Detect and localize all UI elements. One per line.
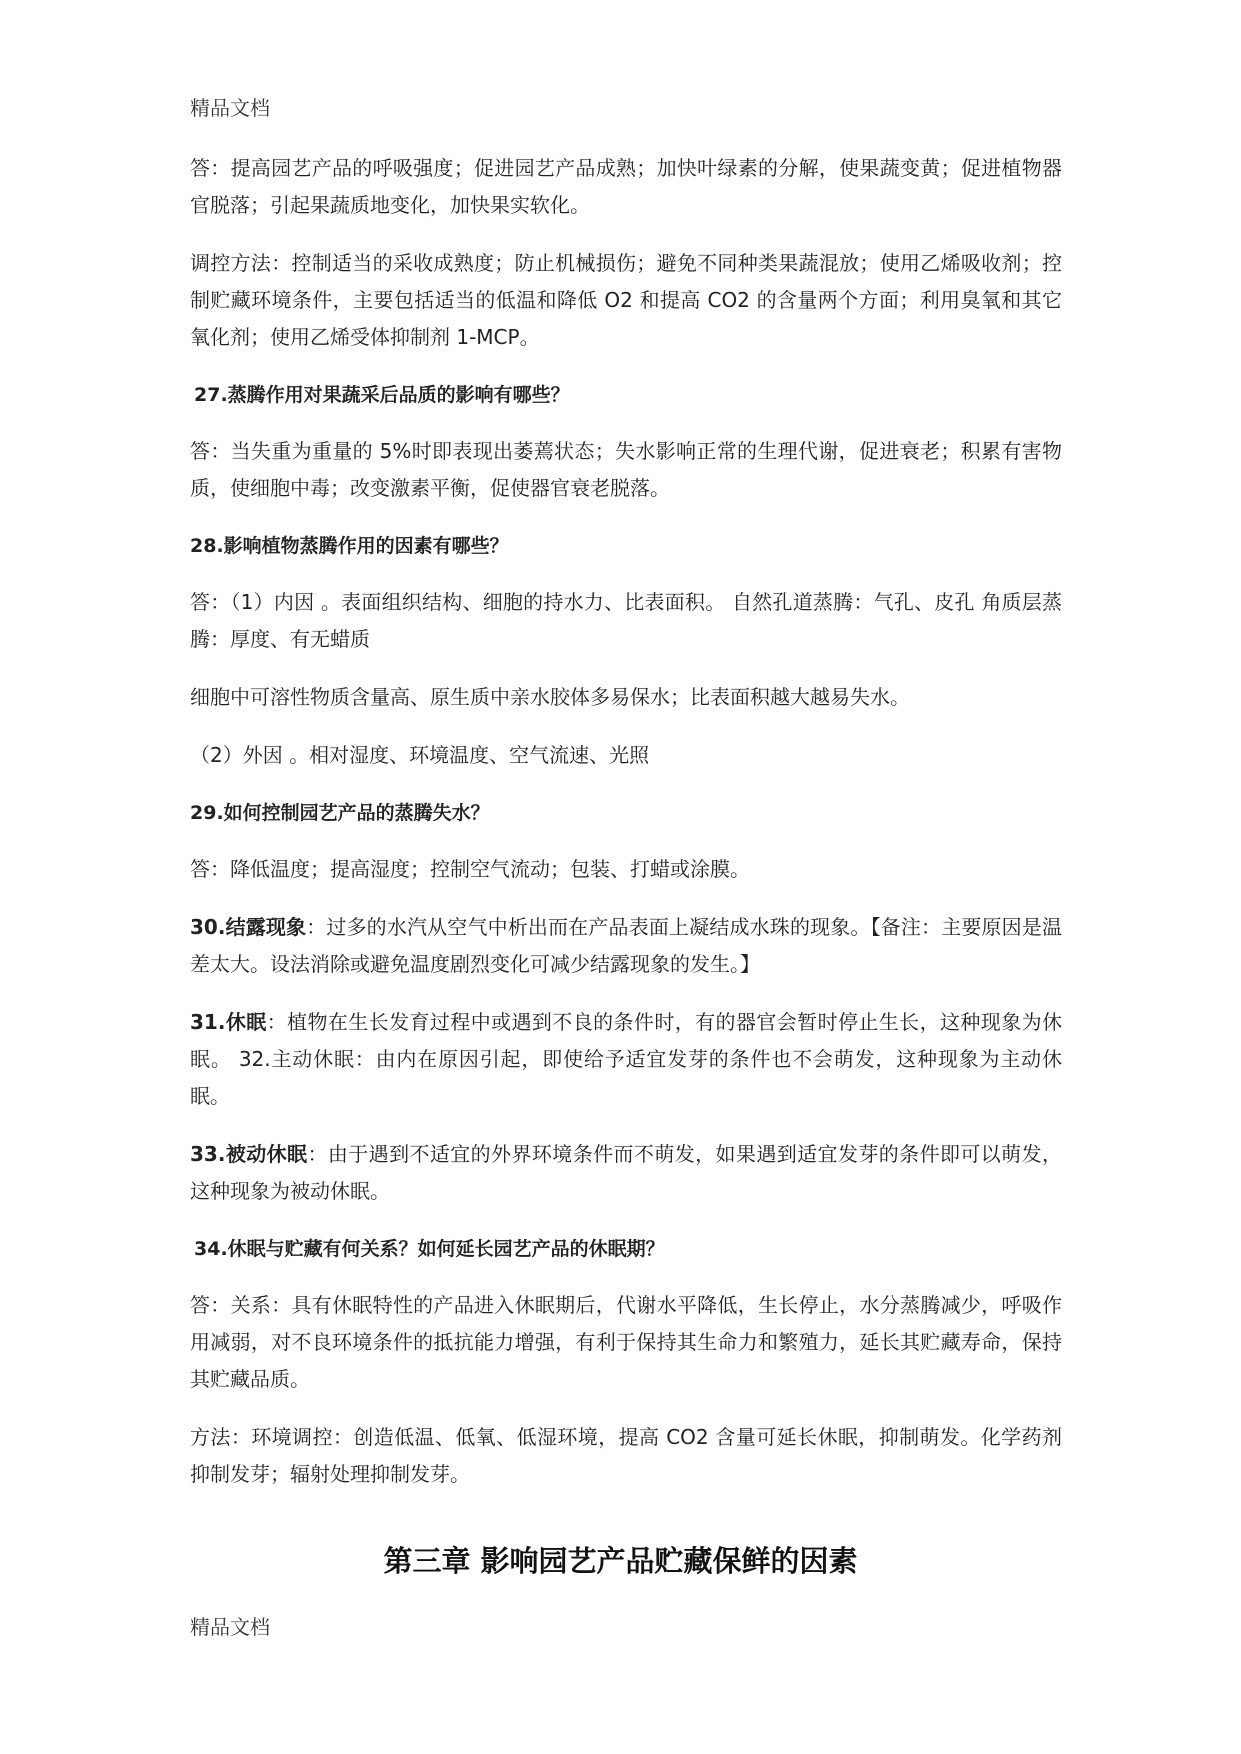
answer-28-cell: 细胞中可溶性物质含量高、原生质中亲水胶体多易保水；比表面积越大越易失水。: [190, 685, 910, 709]
question-34: 34.休眠与贮藏有何关系？如何延长园艺产品的休眠期？: [194, 1238, 665, 1260]
answer-26-effects: 答：提高园艺产品的呼吸强度；促进园艺产品成熟；加快叶绿素的分解，使果蔬变黄；促进植物器官脱落；引起果蔬质地变化，加快果实软化。: [190, 156, 1062, 217]
question-27: 27.蒸腾作用对果蔬采后品质的影响有哪些？: [194, 384, 570, 406]
answer-34-relation: 答：关系：具有休眠特性的产品进入休眠期后，代谢水平降低，生长停止，水分蒸腾减少，呼吸作用减弱，对不良环境条件的抵抗能力增强，有利于保持其生命力和繁殖力，延长其贮藏寿命，保持其贮藏品质。: [190, 1293, 1062, 1391]
definition-30: [190, 909, 1062, 983]
answer-26-control: 调控方法：控制适当的采收成熟度；防止机械损伤；避免不同种类果蔬混放；使用乙烯吸收剂；控制贮藏环境条件，主要包括适当的低温和降低 O2 和提高 CO2 的含量两个方面；利用臭氧和其它氧化剂；使用乙烯受体抑制剂 1-MCP。: [190, 251, 1062, 349]
definition-33: [190, 1136, 1062, 1210]
definition-33-text: ：由于遇到不适宜的外界环境条件而不萌发，如果遇到适宜发芽的条件即可以萌发，这种现象为被动休眠。: [190, 1142, 1062, 1203]
answer-28-external: （2）外因 。相对湿度、环境温度、空气流速、光照: [190, 743, 650, 767]
term-33: 33.被动休眠: [190, 1142, 308, 1166]
page-footer: 精品文档: [190, 1615, 270, 1639]
answer-29: 答：降低温度；提高湿度；控制空气流动；包装、打蜡或涂膜。: [190, 857, 750, 881]
answer-27: 答：当失重为重量的 5%时即表现出萎蔫状态；失水影响正常的生理代谢，促进衰老；积累有害物质，使细胞中毒；改变激素平衡，促使器官衰老脱落。: [190, 439, 1062, 500]
term-30: 30.结露现象: [190, 915, 307, 939]
term-31: 31.休眠: [190, 1010, 267, 1034]
answer-28-internal: 答：（1）内因 。表面组织结构、细胞的持水力、比表面积。 自然孔道蒸腾：气孔、皮孔 角质层蒸腾：厚度、有无蜡质: [190, 590, 1062, 651]
answer-34-method: 方法：环境调控：创造低温、低氧、低湿环境，提高 CO2 含量可延长休眠，抑制萌发。化学药剂抑制发芽；辐射处理抑制发芽。: [190, 1425, 1062, 1486]
definition-31-text: ：植物在生长发育过程中或遇到不良的条件时，有的器官会暂时停止生长，这种现象为休眠。 32.主动休眠：由内在原因引起，即使给予适宜发芽的条件也不会萌发，这种现象为主动休眠。: [190, 1010, 1063, 1108]
document-body: [190, 150, 1062, 1514]
definition-31-32: [190, 1004, 1062, 1115]
question-28: 28.影响植物蒸腾作用的因素有哪些？: [190, 535, 509, 557]
page-header: 精品文档: [190, 96, 270, 120]
chapter-title: 第三章 影响园艺产品贮藏保鲜的因素: [383, 1544, 858, 1578]
question-29: 29.如何控制园艺产品的蒸腾失水？: [190, 802, 490, 824]
definition-30-text: ：过多的水汽从空气中析出而在产品表面上凝结成水珠的现象。【备注：主要原因是温差太大。设法消除或避免温度剧烈变化可减少结露现象的发生。】: [190, 915, 1062, 976]
